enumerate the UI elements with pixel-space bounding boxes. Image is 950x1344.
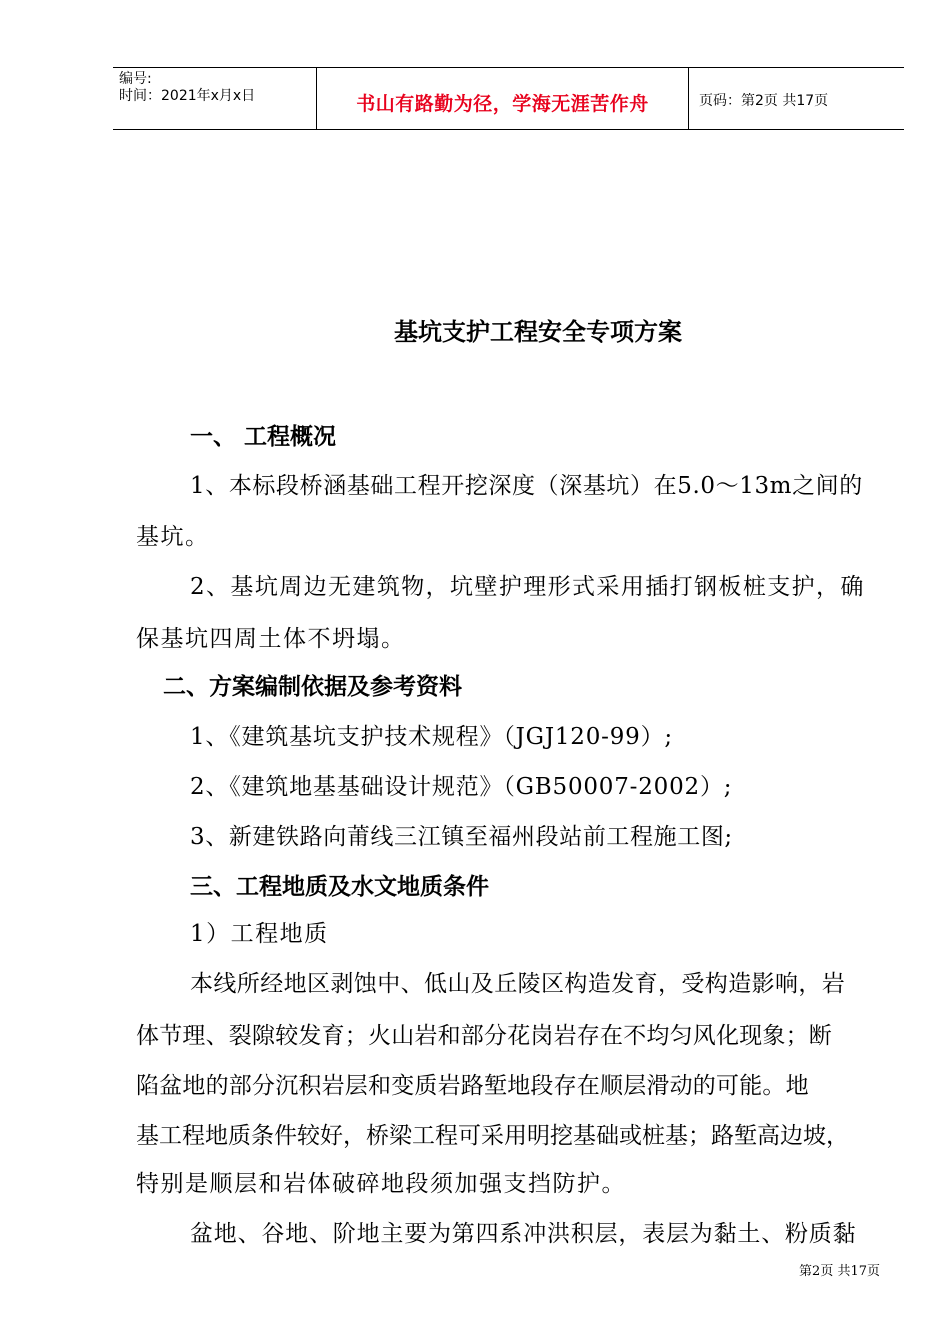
paragraph-line: 1、本标段桥涵基础工程开挖深度（深基坑）在5.0～13m之间的 [190,473,863,499]
paragraph-line: 本线所经地区剥蚀中、低山及丘陵区构造发育，受构造影响，岩 [190,971,846,997]
motto: 书山有路勤为径，学海无涯苦作舟 [356,93,649,115]
reference-item: 1、《建筑基坑支护技术规程》（JGJ120-99）; [190,724,673,750]
subheading: 1）工程地质 [190,921,329,947]
reference-item: 3、新建铁路向莆线三江镇至福州段站前工程施工图; [190,824,733,850]
document-title: 基坑支护工程安全专项方案 [394,318,682,346]
header-meta-cell [113,68,317,129]
section-heading-1: 一、 工程概况 [190,424,337,450]
paragraph-line: 2、基坑周边无建筑物，坑壁护理形式采用插打钢板桩支护，确 [190,574,865,600]
paragraph-line: 保基坑四周土体不坍塌。 [136,626,406,652]
section-heading-2: 二、方案编制依据及参考资料 [163,674,462,700]
header-page-cell [689,68,904,129]
page-info: 页码：第2页 共17页 [699,93,829,109]
paragraph-line: 特别是顺层和岩体破碎地段须加强支挡防护。 [136,1171,626,1197]
date-label: 时间：2021年x月x日 [119,88,256,104]
section-heading-3: 三、工程地质及水文地质条件 [190,874,489,900]
code-label: 编号: [119,71,152,87]
header-motto-cell [317,68,689,129]
paragraph-line: 基工程地质条件较好，桥梁工程可采用明挖基础或桩基；路堑高边坡， [136,1123,849,1149]
paragraph-line: 盆地、谷地、阶地主要为第四系冲洪积层，表层为黏土、粉质黏 [190,1221,857,1247]
page-footer: 第2页 共17页 [799,1264,880,1279]
paragraph-line: 陷盆地的部分沉积岩层和变质岩路堑地段存在顺层滑动的可能。地 [136,1073,809,1099]
header-table [113,67,904,130]
paragraph-line: 体节理、裂隙较发育；火山岩和部分花岗岩存在不均匀风化现象；断 [136,1023,832,1049]
paragraph-line: 基坑。 [136,524,210,550]
reference-item: 2、《建筑地基基础设计规范》（GB50007-2002）; [190,774,733,800]
